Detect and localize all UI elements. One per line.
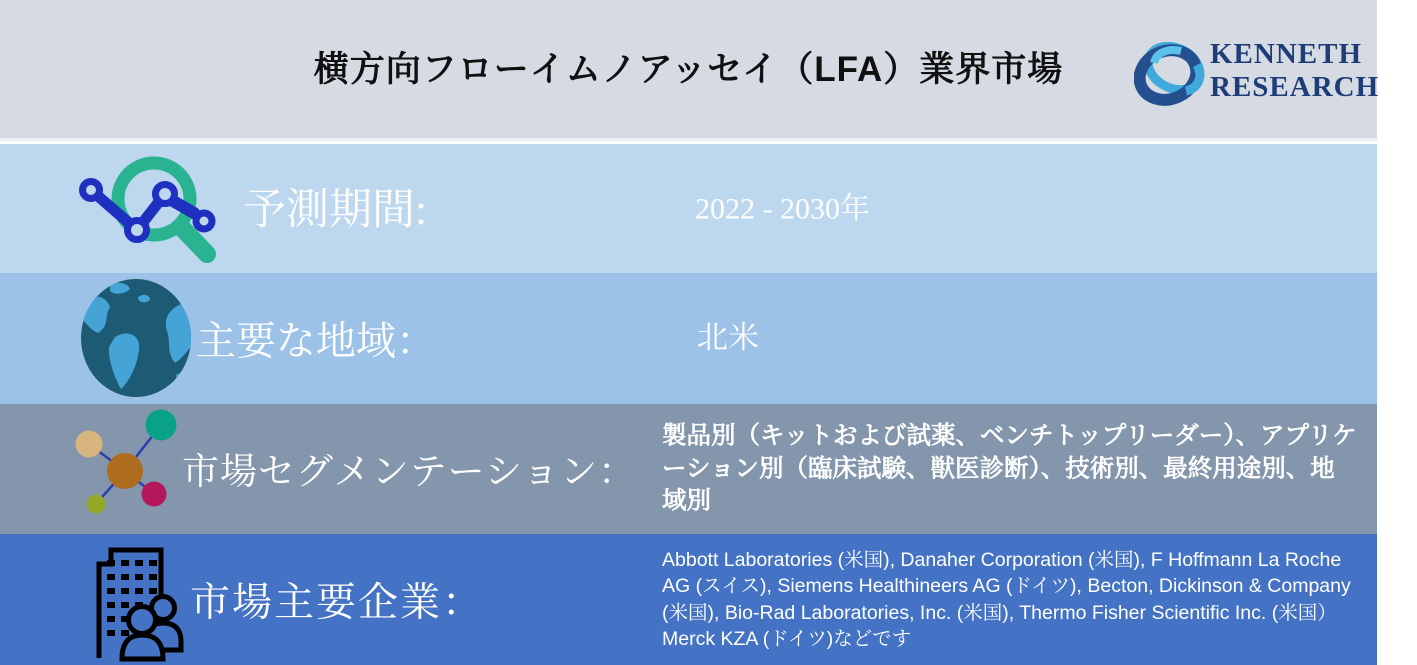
globe-icon	[80, 277, 192, 399]
row-key-players	[0, 534, 1377, 665]
row-market-segmentation	[0, 404, 1377, 534]
molecule-icon	[73, 407, 181, 520]
logo-line1: KENNETH	[1210, 38, 1363, 70]
row-value: 製品別（キットおよび試薬、ベンチトップリーダー）、アプリケーション別（臨床試験、獣医診断）、技術別、最終用途別、地域別	[662, 422, 1357, 515]
row-label: 予測期間:	[243, 186, 427, 234]
building-people-icon	[84, 538, 192, 662]
row-forecast-period	[0, 144, 1377, 273]
logo-line2: RESEARCH	[1210, 71, 1380, 103]
header	[0, 0, 1380, 141]
logo-wordmark	[1210, 38, 1379, 104]
row-key-region	[0, 273, 1377, 404]
row-label: 主要な地域：	[196, 317, 436, 363]
row-value: 2022 - 2030年	[695, 191, 870, 225]
chart-magnifier-icon	[70, 149, 222, 267]
page-title: 横方向フローイムノアッセイ（LFA）業界市場	[313, 50, 1064, 89]
row-value: Abbott Laboratories (米国), Danaher Corporation (米国), F Hoffmann La Roche AG (スイス), Siemens Healthineers AG (ドイツ), Becton, Dickinson & Company (米国), Bio-Rad Laboratories, Inc. (米国), Thermo Fisher Scientific Inc. (米国）Merck KZA (ドイツ)などです	[662, 548, 1351, 650]
row-label: 市場セグメンテーション：	[182, 451, 637, 493]
row-label: 市場主要企業：	[190, 578, 484, 624]
row-value: 北米	[697, 319, 759, 355]
kenneth-research-logo	[1134, 33, 1380, 113]
logo-swirl-icon	[1134, 35, 1208, 111]
